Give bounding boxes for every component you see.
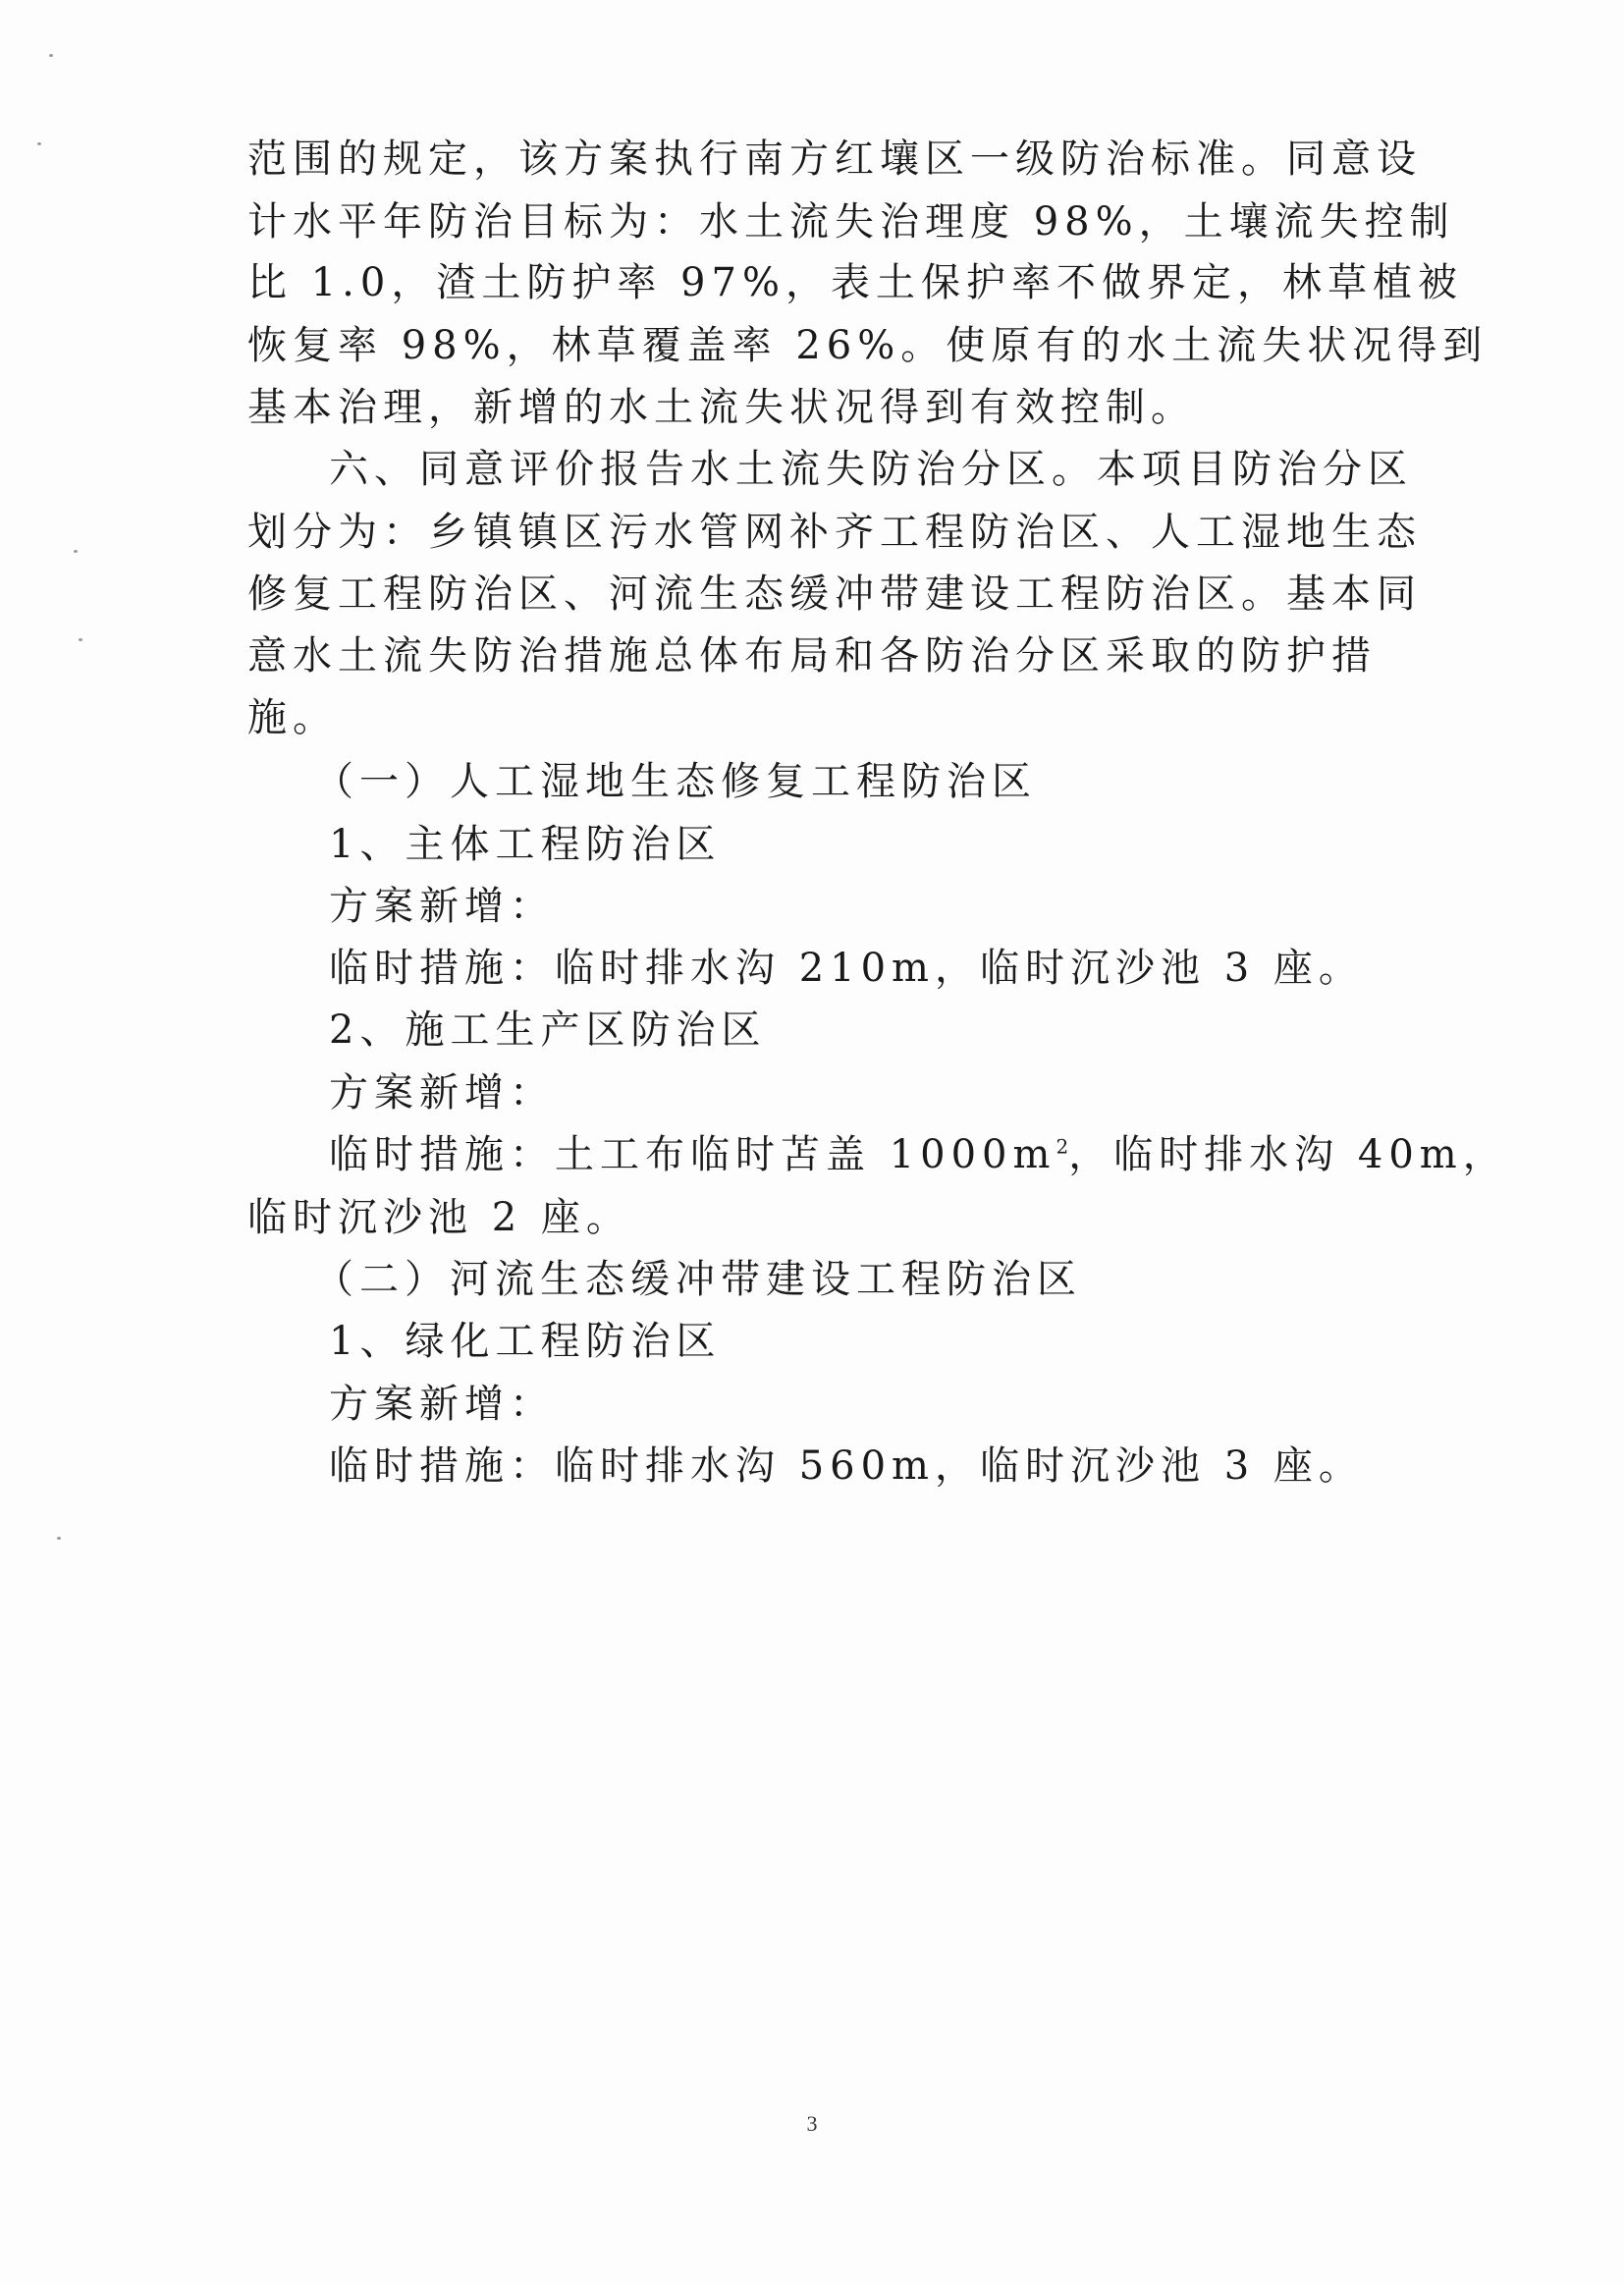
paragraph-line: 比 1.0，渣土防护率 97%，表土保护率不做界定，林草植被	[247, 260, 1463, 305]
paragraph-line: 临时沉沙池 2 座。	[247, 1195, 631, 1240]
scan-speck	[74, 550, 78, 553]
paragraph-line: 计水平年防治目标为：水土流失治理度 98%，土壤流失控制	[247, 199, 1455, 245]
paragraph-line: 方案新增：	[329, 1382, 555, 1427]
paragraph-line: 恢复率 98%，林草覆盖率 26%。使原有的水土流失状况得到	[247, 323, 1489, 368]
section-heading: （一）人工湿地生态修复工程防治区	[314, 759, 1037, 804]
paragraph-line: 施。	[247, 695, 338, 740]
section-heading: （二）河流生态缓冲带建设工程防治区	[314, 1257, 1082, 1302]
scan-speck	[57, 1537, 61, 1540]
paragraph-line: 划分为：乡镇镇区污水管网补齐工程防治区、人工湿地生态	[247, 510, 1422, 555]
scan-speck	[37, 142, 41, 145]
paragraph-line: 范围的规定，该方案执行南方红壤区一级防治标准。同意设	[247, 136, 1422, 182]
page-number: 3	[806, 2111, 818, 2136]
subsection-heading: 2、施工生产区防治区	[329, 1007, 767, 1053]
superscript: 2	[1056, 1134, 1069, 1159]
paragraph-line: 修复工程防治区、河流生态缓冲带建设工程防治区。基本同	[247, 571, 1422, 617]
paragraph-line: 临时措施：临时排水沟 560m，临时沉沙池 3 座。	[329, 1443, 1364, 1489]
paragraph-line: 临时措施：临时排水沟 210m，临时沉沙池 3 座。	[329, 946, 1364, 991]
line-text: ，临时排水沟 40m，	[1068, 1132, 1508, 1177]
paragraph-line: 方案新增：	[329, 884, 555, 929]
subsection-heading: 1、主体工程防治区	[329, 822, 722, 867]
paragraph-line: 基本治理，新增的水土流失状况得到有效控制。	[247, 385, 1196, 430]
paragraph-line	[329, 1132, 1508, 1177]
paragraph-line: 方案新增：	[329, 1070, 555, 1115]
paragraph-line: 意水土流失防治措施总体布局和各防治分区采取的防护措	[247, 633, 1377, 679]
paragraph-line: 六、同意评价报告水土流失防治分区。本项目防治分区	[329, 447, 1413, 492]
scan-speck	[49, 54, 53, 57]
line-text: 临时措施：土工布临时苫盖 1000m	[329, 1132, 1056, 1177]
subsection-heading: 1、绿化工程防治区	[329, 1319, 722, 1364]
scan-speck	[79, 638, 82, 641]
